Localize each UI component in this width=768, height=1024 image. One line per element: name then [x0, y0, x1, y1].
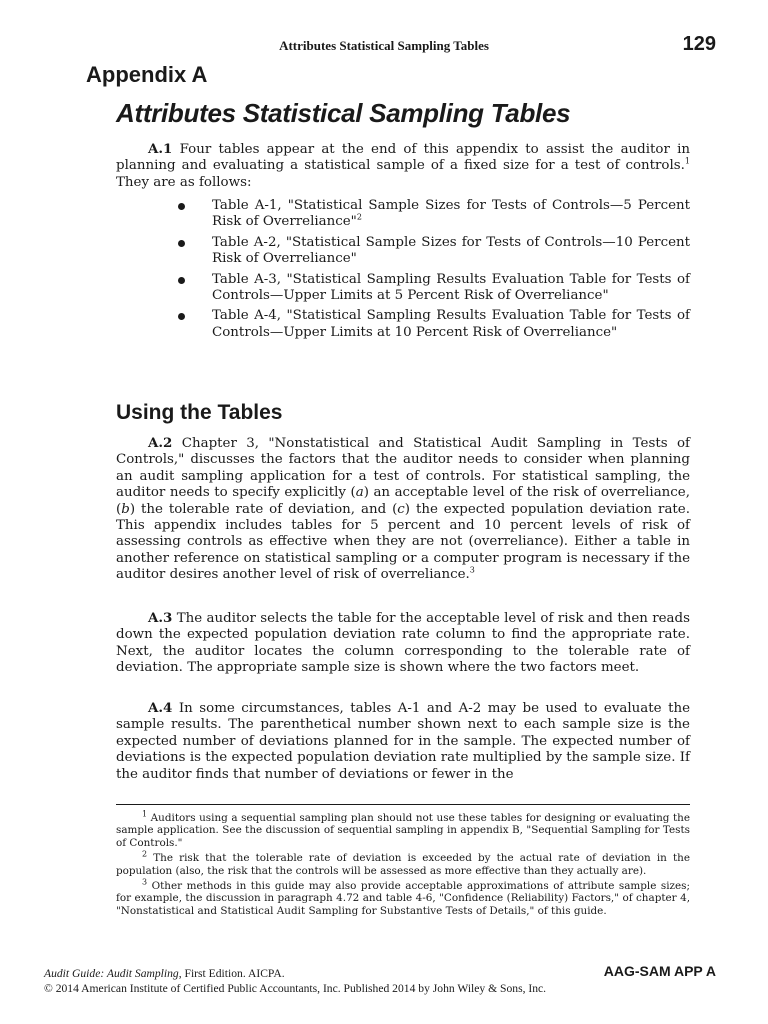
paragraph-text: Four tables appear at the end of this appendix to assist the auditor in planning and evaluating a statistical sample of a fixed size for a test of controls.: [116, 142, 690, 174]
paragraph-number: A.2: [148, 435, 173, 451]
copyright-notice: © 2014 American Institute of Certified Public Accountants, Inc. Published 2014 by John Wiley & Sons, Inc.: [44, 982, 547, 995]
list-item-text: Table A-3, "Statistical Sampling Results Evaluation Table for Tests of Controls—Upper Limits at 5 Percent Risk of Overreliance": [212, 271, 690, 304]
page-number: 129: [682, 33, 716, 55]
footnote-mark: 3: [142, 877, 148, 887]
list-item: [178, 308, 690, 341]
paragraph-a4: [116, 700, 690, 783]
section-heading: Using the Tables: [116, 401, 283, 424]
paragraph-text: Chapter 3, "Nonstatistical and Statistical Audit Sampling in Tests of Controls," discusses the factors that the auditor needs to consider when planning an audit sampling application for a test of controls. For statistical sampling, the auditor needs to specify explicitly (: [116, 436, 690, 501]
paragraph-number: A.3: [148, 610, 173, 626]
footnote: [116, 877, 690, 917]
guide-edition: , First Edition. AICPA.: [178, 967, 285, 980]
guide-title: Audit Guide: Audit Sampling: [44, 967, 179, 980]
paragraph-text: ) the tolerable rate of deviation, and (: [129, 501, 398, 517]
footnote: [116, 809, 690, 849]
list-item-text: Table A-2, "Statistical Sample Sizes for Tests of Controls—10 Percent Risk of Overreliance": [212, 234, 690, 267]
footnote-text: Other methods in this guide may also provide acceptable approximations of attribute sample sizes; for example, the discussion in paragraph 4.72 and table 4-6, "Confidence (Reliability) Factors," of chapter 4, "Nonstatistical and Statistical Audit Sampling for Substantive Tests of Details," of this guide.: [116, 880, 690, 917]
footnote-mark: 1: [142, 809, 148, 819]
bullet-icon: [178, 277, 185, 284]
paragraph-a4-block: [116, 700, 690, 783]
paragraph-a1: [116, 141, 690, 191]
footer-citation: [44, 966, 604, 996]
footnote-ref[interactable]: 1: [684, 156, 690, 166]
enum-mark: a: [355, 485, 364, 501]
paragraph-number: A.4: [148, 700, 173, 716]
list-item: [178, 272, 690, 305]
footnote-ref[interactable]: 3: [469, 565, 475, 575]
paragraph-text: They are as follows:: [116, 174, 252, 190]
paragraph-number: A.1: [148, 141, 173, 157]
paragraph-a3-block: [116, 610, 690, 677]
enum-mark: c: [397, 501, 405, 517]
paragraph-text: The auditor selects the table for the acceptable level of risk and then reads down the expected population deviation rate column to find the appropriate rate. Next, the auditor locates the column corresponding to the tolerable rate of deviation. The appropriate sample size is shown where the two factors meet.: [116, 611, 690, 676]
bullet-icon: [178, 313, 185, 320]
enum-mark: b: [121, 501, 130, 517]
bullet-icon: [178, 203, 185, 210]
footnotes: [116, 809, 690, 920]
footnote-divider: [116, 804, 690, 805]
list-item: [178, 198, 690, 231]
paragraph-a2-block: [116, 435, 690, 584]
paragraph-a2: [116, 435, 690, 584]
paragraph-a1-block: [116, 141, 690, 191]
paragraph-text: In some circumstances, tables A-1 and A-2 may be used to evaluate the sample results. The parenthetical number shown next to each sample size is the expected number of deviations planned for in the sample. The expected number of deviations is the expected population deviation rate multiplied by the sample size. If the auditor finds that number of deviations or fewer in the: [116, 701, 690, 782]
footnote-text: Auditors using a sequential sampling plan should not use these tables for designing or evaluating the sample application. See the discussion of sequential sampling in appendix B, "Sequential Sampling for Tests of Controls.": [116, 812, 690, 849]
footnote-ref[interactable]: 2: [356, 212, 362, 222]
list-item-text: Table A-1, "Statistical Sample Sizes for Tests of Controls—5 Percent Risk of Overreliance": [212, 198, 690, 230]
table-list: [178, 198, 690, 345]
list-item-text: Table A-4, "Statistical Sampling Results Evaluation Table for Tests of Controls—Upper Limits at 10 Percent Risk of Overreliance": [212, 308, 690, 340]
appendix-label: Appendix A: [86, 62, 208, 87]
appendix-title: Attributes Statistical Sampling Tables: [116, 98, 571, 128]
running-head-title: Attributes Statistical Sampling Tables: [279, 38, 489, 53]
paragraph-text: ) an acceptable level of the risk of overreliance, (: [116, 485, 690, 517]
list-item: [178, 235, 690, 268]
bullet-icon: [178, 240, 185, 247]
footnote-mark: 2: [142, 849, 148, 859]
footnote: [116, 849, 690, 877]
footnote-text: The risk that the tolerable rate of deviation is exceeded by the actual rate of deviation in the population (also, the risk that the controls will be assessed as more effective than they actually are).: [116, 852, 690, 877]
paragraph-text: ) the expected population deviation rate. This appendix includes tables for 5 percent and 10 percent levels of risk of assessing controls as effective when they are not (overreliance). Either a table in another reference on statistical sampling or a computer program is necessary if the auditor desires another level of risk of overreliance.: [116, 501, 690, 583]
footer-reference: AAG-SAM APP A: [603, 963, 716, 979]
paragraph-a3: [116, 610, 690, 677]
